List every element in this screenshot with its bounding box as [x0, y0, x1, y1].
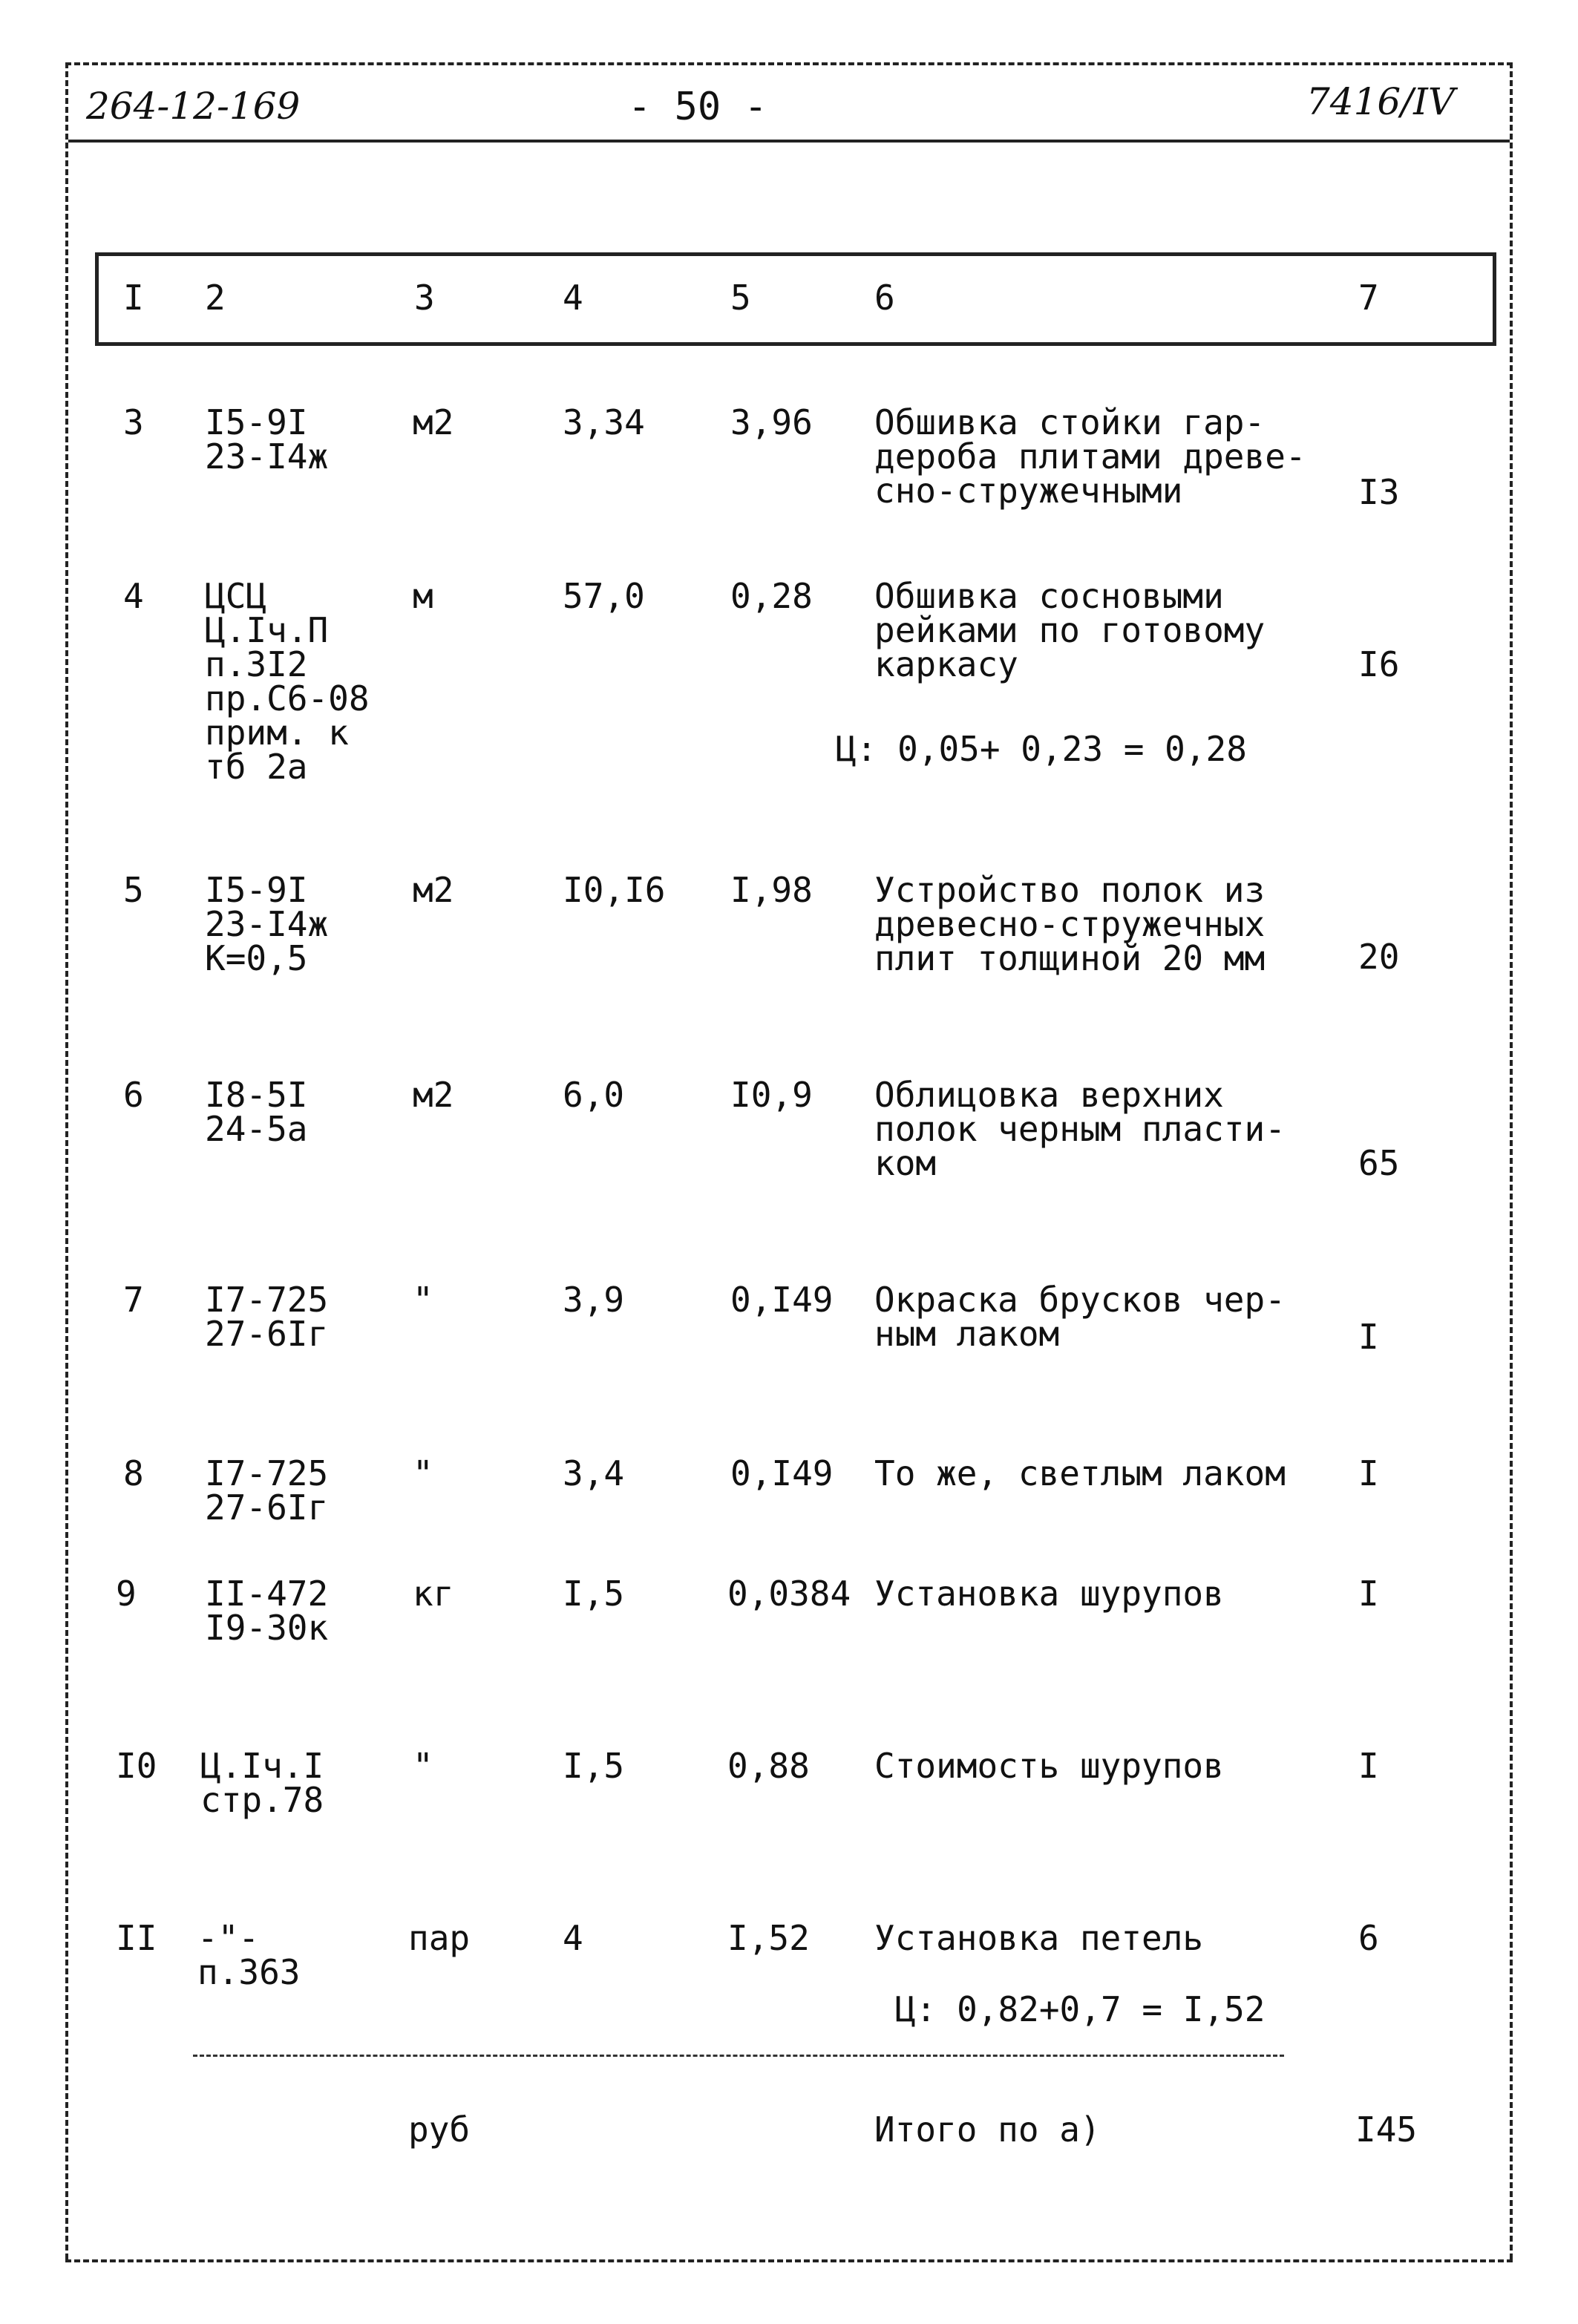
- column-header-6: 6: [874, 278, 895, 318]
- page-frame-left: [65, 62, 68, 2259]
- row-code: I5-9I 23-I4ж: [205, 402, 329, 477]
- row-unit: ": [413, 1746, 433, 1786]
- row-price: 0,I49: [730, 1453, 834, 1493]
- row-number: 6: [123, 1075, 144, 1115]
- column-header-5: 5: [730, 278, 751, 318]
- page-number: - 50 -: [628, 85, 767, 129]
- row-quantity: 4: [563, 1918, 583, 1958]
- row-price: I0,9: [730, 1075, 813, 1115]
- row-code: I7-725 27-6Iг: [205, 1453, 329, 1528]
- column-header-1: I: [123, 278, 144, 318]
- row-unit: ": [413, 1280, 433, 1320]
- row-code: Ц.Iч.I стр.78: [200, 1746, 324, 1820]
- row-unit: м: [413, 576, 433, 616]
- column-header-7: 7: [1358, 278, 1379, 318]
- row-quantity: I0,I6: [563, 870, 666, 910]
- row-quantity: I,5: [563, 1746, 625, 1786]
- sheet-reference: 7416/IV: [1306, 80, 1455, 123]
- summary-label: Итого по а): [874, 2109, 1101, 2150]
- row-number: 7: [123, 1280, 144, 1320]
- row-description: Устройство полок из древесно-стружечных плит толщиной 20 мм: [874, 870, 1266, 978]
- row-total: I: [1358, 1453, 1379, 1493]
- row-quantity: I,5: [563, 1574, 625, 1614]
- row-number: 9: [116, 1574, 137, 1614]
- row-unit: кг: [413, 1574, 454, 1614]
- row-quantity: 3,9: [563, 1280, 625, 1320]
- row-code: -"- п.363: [197, 1918, 301, 1992]
- row-total: I3: [1358, 472, 1400, 512]
- row-code: I7-725 27-6Iг: [205, 1280, 329, 1354]
- summary-unit: руб: [408, 2109, 471, 2150]
- row-unit: м2: [413, 870, 454, 910]
- row-number: I0: [116, 1746, 157, 1786]
- page-frame-bottom: [65, 2259, 1513, 2262]
- row-description: Обшивка сосновыми рейками по готовому каркасу: [874, 576, 1266, 684]
- row-number: 8: [123, 1453, 144, 1493]
- row-code: ЦСЦ Ц.Iч.П п.3I2 пр.С6-08 прим. к тб 2а: [205, 576, 370, 787]
- row-quantity: 3,34: [563, 402, 645, 442]
- row-total: I: [1358, 1574, 1379, 1614]
- row-total: I6: [1358, 644, 1400, 684]
- row-code: II-472 I9-30к: [205, 1574, 329, 1648]
- row-total: 65: [1358, 1143, 1400, 1183]
- row-total: 20: [1358, 937, 1400, 977]
- page-frame-top: [65, 62, 1513, 65]
- row-description: Окраска брусков чер- ным лаком: [874, 1280, 1286, 1354]
- row-price: 0,0384: [727, 1574, 851, 1614]
- row-price: 0,28: [730, 576, 813, 616]
- row-unit: ": [413, 1453, 433, 1493]
- header-rule: [68, 140, 1510, 143]
- page-frame-right: [1510, 62, 1513, 2259]
- row-price: 0,88: [727, 1746, 810, 1786]
- summary-rule: [193, 2055, 1284, 2057]
- row-total: 6: [1358, 1918, 1379, 1958]
- row-price: 0,I49: [730, 1280, 834, 1320]
- row-total: I: [1358, 1317, 1379, 1357]
- row-price: I,98: [730, 870, 813, 910]
- column-header-4: 4: [563, 278, 583, 318]
- row-description: Стоимость шурупов: [874, 1746, 1224, 1786]
- row-quantity: 3,4: [563, 1453, 625, 1493]
- row-unit: пар: [408, 1918, 471, 1958]
- row-total: I: [1358, 1746, 1379, 1786]
- row-quantity: 57,0: [563, 576, 645, 616]
- row-code: I8-5I 24-5а: [205, 1075, 308, 1149]
- row-description: Установка петель: [874, 1918, 1204, 1958]
- row-quantity: 6,0: [563, 1075, 625, 1115]
- column-header-box: [95, 252, 1496, 346]
- row-price-note: Ц: 0,82+0,7 = I,52: [895, 1989, 1266, 2029]
- row-price: 3,96: [730, 402, 813, 442]
- document-code: 264-12-169: [86, 85, 301, 128]
- row-code: I5-9I 23-I4ж К=0,5: [205, 870, 329, 978]
- row-price: I,52: [727, 1918, 810, 1958]
- column-header-3: 3: [414, 278, 435, 318]
- row-description: Установка шурупов: [874, 1574, 1224, 1614]
- summary-total: I45: [1355, 2109, 1418, 2150]
- row-description: То же, светлым лаком: [874, 1453, 1286, 1493]
- column-header-2: 2: [205, 278, 226, 318]
- row-number: II: [116, 1918, 157, 1958]
- row-number: 5: [123, 870, 144, 910]
- row-unit: м2: [413, 402, 454, 442]
- row-unit: м2: [413, 1075, 454, 1115]
- row-number: 3: [123, 402, 144, 442]
- row-number: 4: [123, 576, 144, 616]
- row-price-note: Ц: 0,05+ 0,23 = 0,28: [836, 729, 1247, 769]
- row-description: Обшивка стойки гар- дероба плитами древе- сно-стружечными: [874, 402, 1306, 511]
- row-description: Облицовка верхних полок черным пласти- ком: [874, 1075, 1286, 1183]
